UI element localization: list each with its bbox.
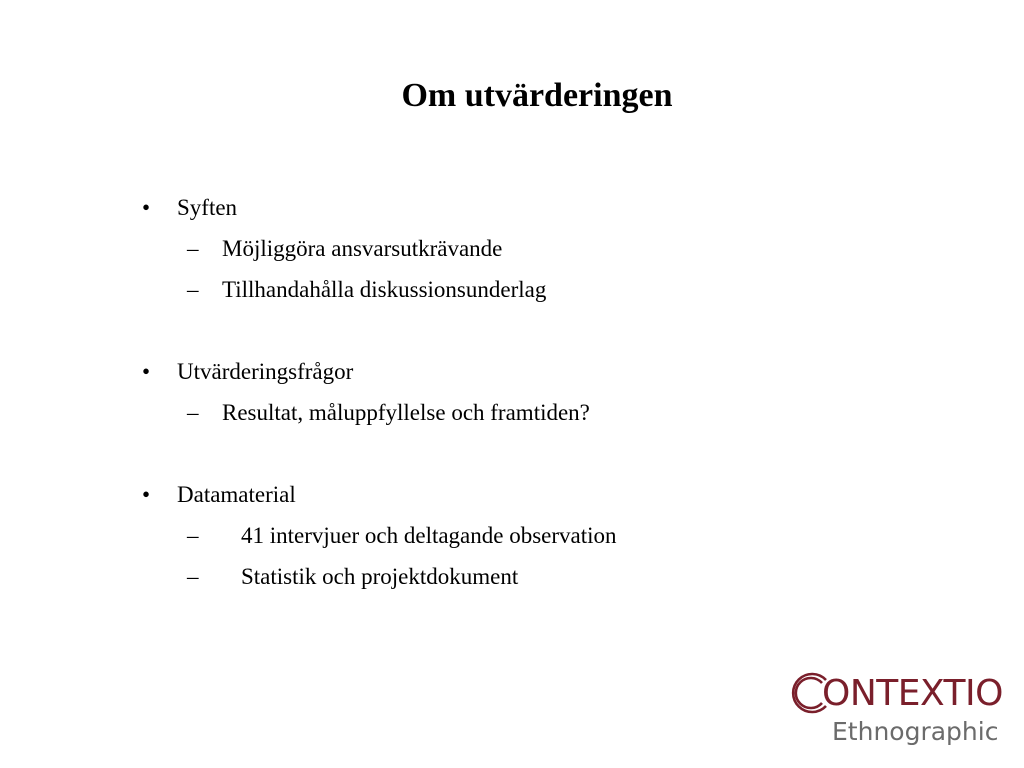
sub-item: Möjliggöra ansvarsutkrävande xyxy=(222,236,503,261)
slide-title: Om utvärderingen xyxy=(401,77,673,114)
logo-tagline: Ethnographic xyxy=(832,717,999,746)
dash-marker: – xyxy=(187,400,199,425)
sub-item: Statistik och projektdokument xyxy=(241,564,519,589)
bullet-syften: Syften xyxy=(177,195,238,220)
sub-item: Resultat, måluppfyllelse och framtiden? xyxy=(222,400,590,425)
logo-brand-text: ONTEXTIO xyxy=(822,673,1003,714)
bullet-marker: • xyxy=(142,359,151,384)
bullet-utvarderingsfragor: Utvärderingsfrågor xyxy=(177,359,354,384)
bullet-marker: • xyxy=(142,195,151,220)
dash-marker: – xyxy=(187,564,199,589)
bullet-marker: • xyxy=(142,482,151,507)
contextio-logo xyxy=(786,668,1010,752)
sub-item: Tillhandahålla diskussionsunderlag xyxy=(222,277,547,302)
dash-marker: – xyxy=(187,523,199,548)
bullet-datamaterial: Datamaterial xyxy=(177,482,296,507)
dash-marker: – xyxy=(187,277,199,302)
sub-item: 41 intervjuer och deltagande observation xyxy=(241,523,617,548)
dash-marker: – xyxy=(187,236,199,261)
